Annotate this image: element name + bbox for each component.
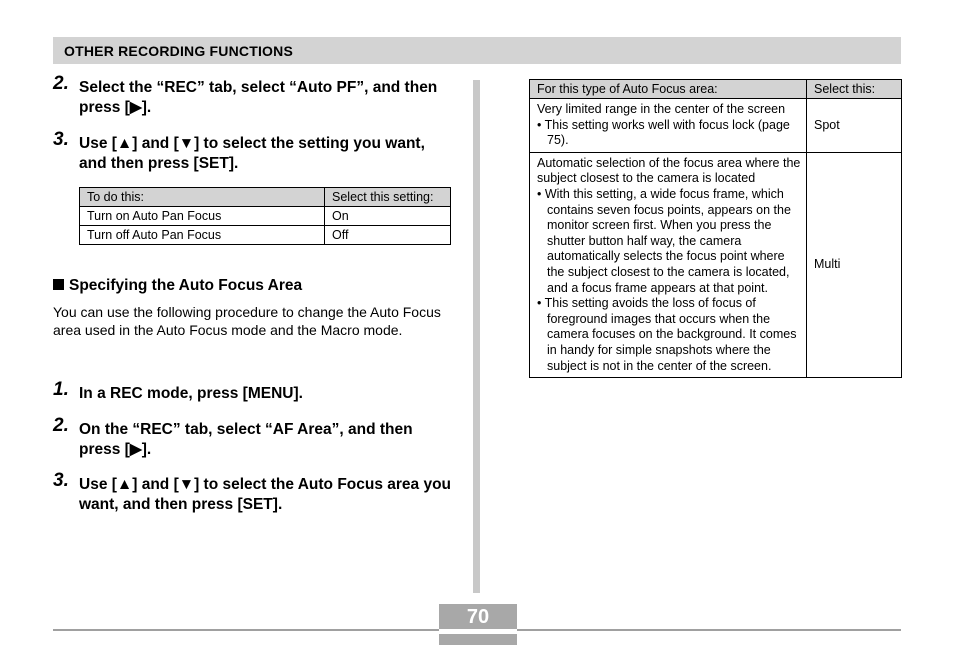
step-1-bottom bbox=[53, 379, 453, 404]
step-2-top bbox=[53, 73, 453, 118]
bullet-text: • With this setting, a wide focus frame, which contains seven focus points, appears on the monitor screen first. When you press the shutter button half way, the camera automatically selects the focus point where the subject closest to the camera is located, and a focus frame appears at that point. bbox=[537, 186, 791, 295]
page-number: 70 bbox=[466, 606, 490, 628]
section-title-text: Specifying the Auto Focus Area bbox=[69, 277, 303, 294]
step-text: In a REC mode, press [MENU]. bbox=[79, 385, 303, 402]
table-row bbox=[80, 226, 451, 245]
table-cell: On bbox=[325, 207, 451, 226]
section-header-bar bbox=[53, 37, 901, 64]
bullet-text: • This setting works well with focus lock (page 75). bbox=[537, 117, 790, 148]
step-text: Use [▲] and [▼] to select the setting you want, and then press [SET]. bbox=[79, 135, 425, 172]
column-divider bbox=[473, 80, 480, 593]
step-2-bottom bbox=[53, 415, 453, 460]
table-row bbox=[530, 99, 902, 153]
table-header-row bbox=[530, 80, 902, 99]
step-3-top bbox=[53, 129, 453, 174]
section-header-title: OTHER RECORDING FUNCTIONS bbox=[64, 43, 293, 59]
section-paragraph: You can use the following procedure to change the Auto Focus area used in the Auto Focus mode and the Macro mode. bbox=[53, 304, 441, 338]
auto-focus-area-table bbox=[529, 79, 902, 378]
step-number: 2. bbox=[53, 73, 69, 94]
step-text: Select the “REC” tab, select “Auto PF”, and then press [▶]. bbox=[79, 79, 438, 116]
area-description: Very limited range in the center of the screen bbox=[537, 102, 786, 116]
step-text: Use [▲] and [▼] to select the Auto Focus area you want, and then press [SET]. bbox=[79, 476, 452, 513]
table-row bbox=[80, 207, 451, 226]
table-row bbox=[530, 152, 902, 377]
table-cell: Off bbox=[325, 226, 451, 245]
page-number-gap bbox=[439, 629, 517, 634]
pan-focus-table bbox=[79, 187, 451, 245]
page-number-box bbox=[439, 604, 517, 645]
area-description: Automatic selection of the focus area where the subject closest to the camera is located bbox=[537, 155, 801, 186]
table-header-cell: Select this: bbox=[807, 80, 902, 99]
table-cell: Turn on Auto Pan Focus bbox=[80, 207, 325, 226]
step-text: On the “REC” tab, select “AF Area”, and then press [▶]. bbox=[79, 421, 413, 458]
step-3-bottom bbox=[53, 470, 453, 515]
table-cell: Spot bbox=[807, 99, 902, 153]
table-header-cell: To do this: bbox=[80, 188, 325, 207]
step-number: 3. bbox=[53, 129, 69, 150]
table-header-row bbox=[80, 188, 451, 207]
table-header-cell: For this type of Auto Focus area: bbox=[530, 80, 807, 99]
step-number: 1. bbox=[53, 379, 69, 400]
table-cell bbox=[530, 152, 807, 377]
step-number: 3. bbox=[53, 470, 69, 491]
square-bullet-icon bbox=[53, 279, 64, 290]
bullet-text: • This setting avoids the loss of focus of foreground images that occurs when the camera focuses on the background. It comes in handy for simple snapshots where the subject is not in the center of the screen. bbox=[537, 296, 797, 373]
section-title bbox=[53, 277, 302, 295]
table-cell: Turn off Auto Pan Focus bbox=[80, 226, 325, 245]
table-cell bbox=[530, 99, 807, 153]
table-header-cell: Select this setting: bbox=[325, 188, 451, 207]
table-cell: Multi bbox=[807, 152, 902, 377]
step-number: 2. bbox=[53, 415, 69, 436]
